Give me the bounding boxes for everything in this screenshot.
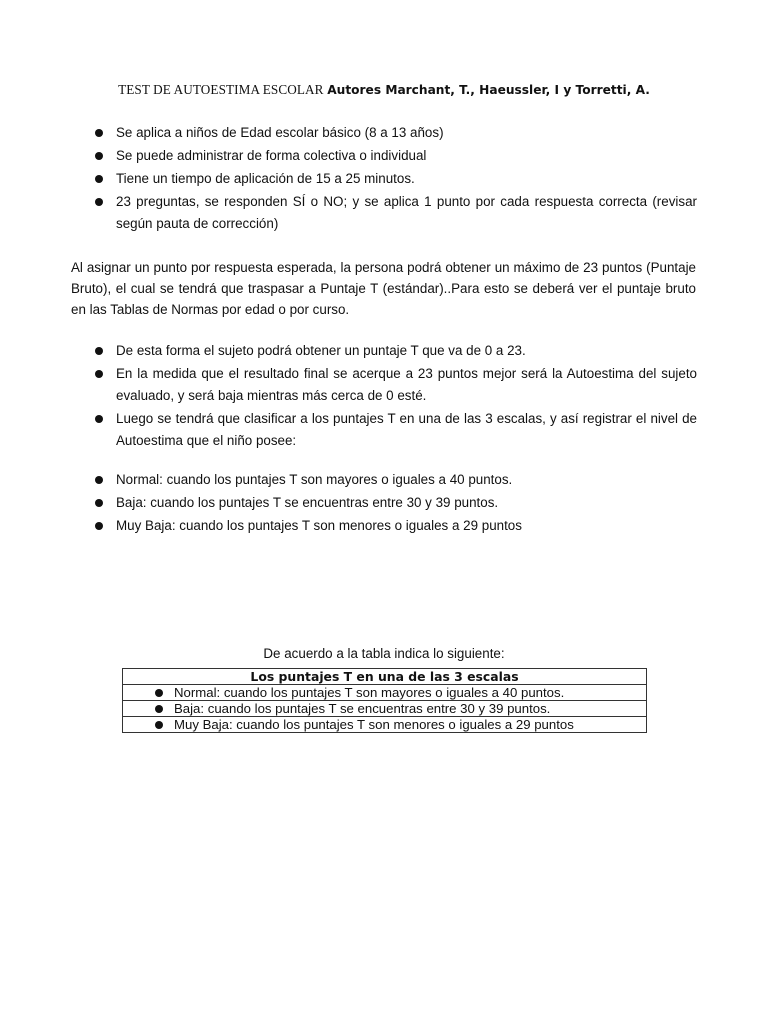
list-item-text: 23 preguntas, se responden SÍ o NO; y se aplica 1 punto por cada respuesta correcta (revisar según pauta de corrección) (116, 194, 697, 231)
table-header-row (123, 669, 647, 685)
bullet-icon (95, 198, 103, 206)
list-item (94, 191, 697, 235)
list-item (94, 145, 697, 167)
table-row (123, 685, 647, 701)
bullet-icon (95, 370, 103, 378)
test-info-list (94, 122, 697, 236)
title-authors: Autores Marchant, T., Haeussler, I y Torretti, A. (327, 83, 650, 97)
bullet-icon (95, 347, 103, 355)
scales-table (122, 668, 647, 733)
list-item-text: Baja: cuando los puntajes T se encuentras entre 30 y 39 puntos. (116, 495, 499, 510)
list-item-text: Se puede administrar de forma colectiva o individual (116, 148, 427, 163)
table-caption: De acuerdo a la tabla indica lo siguiente: (263, 646, 505, 661)
list-item (94, 469, 697, 491)
bullet-icon (95, 522, 103, 530)
bullet-icon (95, 476, 103, 484)
list-item-text: Tiene un tiempo de aplicación de 15 a 25 minutos. (116, 171, 415, 186)
bullet-icon (155, 721, 163, 729)
bullet-icon (95, 415, 103, 423)
bullet-icon (95, 129, 103, 137)
bullet-icon (155, 689, 163, 697)
list-item-text: Muy Baja: cuando los puntajes T son menores o iguales a 29 puntos (116, 518, 522, 533)
list-item-text: De esta forma el sujeto podrá obtener un puntaje T que va de 0 a 23. (116, 343, 526, 358)
document-title (0, 82, 768, 98)
bullet-icon (95, 499, 103, 507)
bullet-icon (95, 175, 103, 183)
scoring-paragraph: Al asignar un punto por respuesta esperada, la persona podrá obtener un máximo de 23 puntos (Puntaje Bruto), el cual se tendrá que traspasar a Puntaje T (estándar)..Para esto se deberá ver el puntaje bruto en las Tablas de Normas por edad o por curso. (71, 260, 696, 317)
list-item (94, 515, 697, 537)
table-cell (123, 717, 647, 733)
table-header: Los puntajes T en una de las 3 escalas (123, 669, 647, 685)
score-interpretation-list (94, 340, 697, 453)
bullet-icon (95, 152, 103, 160)
list-item (94, 122, 697, 144)
title-test-name: TEST DE AUTOESTIMA ESCOLAR (118, 82, 324, 97)
table-cell-text: Baja: cuando los puntajes T se encuentras entre 30 y 39 puntos. (174, 701, 551, 716)
list-item (94, 492, 697, 514)
bullet-icon (155, 705, 163, 713)
list-item (94, 340, 697, 362)
list-item-text: En la medida que el resultado final se acerque a 23 puntos mejor será la Autoestima del sujeto evaluado, y será baja mientras más cerca de 0 esté. (116, 366, 697, 403)
table-cell-text: Normal: cuando los puntajes T son mayores o iguales a 40 puntos. (174, 685, 565, 700)
list-item (94, 168, 697, 190)
table-row (123, 717, 647, 733)
list-item-text: Luego se tendrá que clasificar a los puntajes T en una de las 3 escalas, y así registrar el nivel de Autoestima que el niño posee: (116, 411, 697, 448)
table-row (123, 701, 647, 717)
scales-list (94, 469, 697, 538)
list-item-text: Normal: cuando los puntajes T son mayores o iguales a 40 puntos. (116, 472, 513, 487)
list-item-text: Se aplica a niños de Edad escolar básico (8 a 13 años) (116, 125, 444, 140)
table-cell-text: Muy Baja: cuando los puntajes T son menores o iguales a 29 puntos (174, 717, 574, 732)
table-cell (123, 701, 647, 717)
list-item (94, 408, 697, 452)
list-item (94, 363, 697, 407)
table-cell (123, 685, 647, 701)
